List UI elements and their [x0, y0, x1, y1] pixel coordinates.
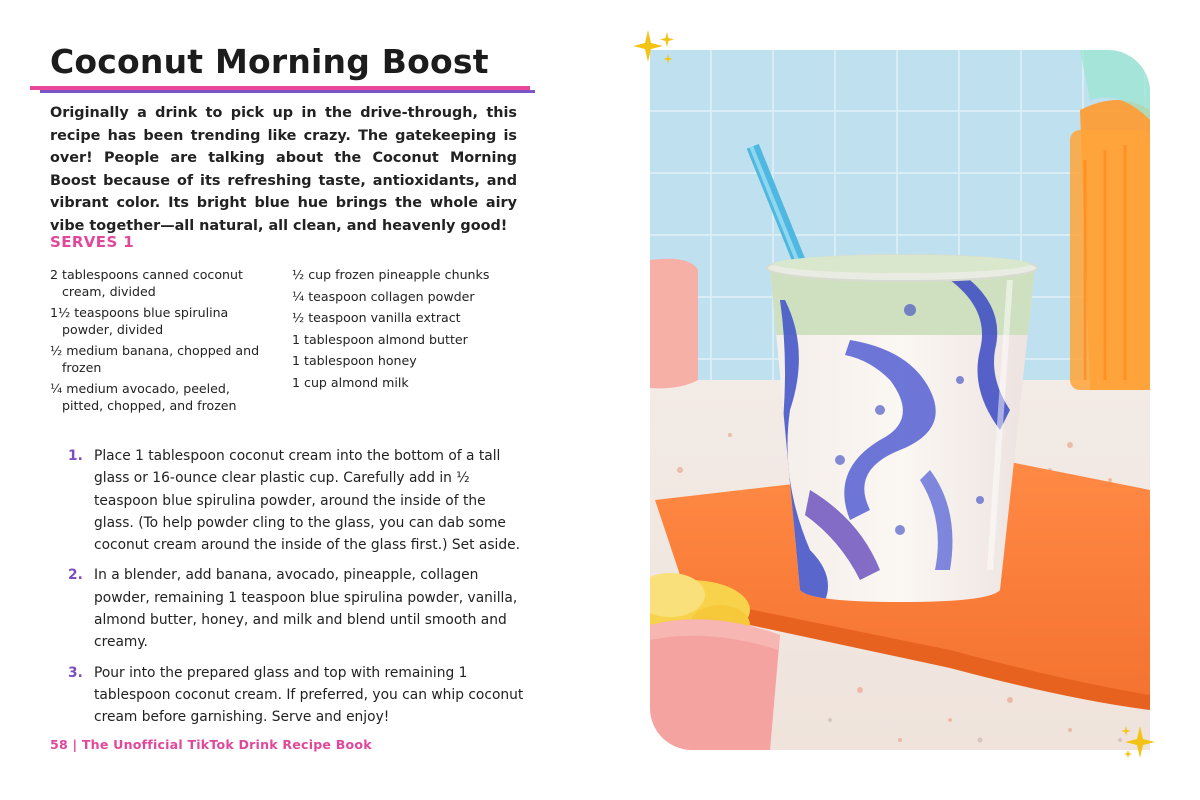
- instruction-step: [68, 445, 528, 556]
- ingredient-item: ½ teaspoon vanilla extract: [292, 310, 461, 325]
- ingredient-item: ½ cup frozen pineapple chunks: [292, 267, 490, 282]
- sparkle-icon: [1118, 722, 1164, 762]
- step-text: Place 1 tablespoon coconut cream into the bottom of a tall glass or 16-ounce clear plastic cup. Carefully add in ½ teaspoon blue spirulina powder, around the inside of the glass. (To help powder cling to the glass, you can dab some coconut cream around the inside of the glass first.) Set aside.: [94, 448, 520, 554]
- instruction-step: [68, 662, 528, 729]
- instruction-steps: [68, 445, 528, 737]
- ingredient-item: 1½ teaspoons blue spirulina powder, divided: [50, 305, 229, 337]
- ingredient-item: 1 tablespoon almond butter: [292, 331, 468, 347]
- ingredient-item: 2 tablespoons canned coconut cream, divided: [50, 267, 243, 299]
- step-text: In a blender, add banana, avocado, pineapple, collagen powder, remaining 1 teaspoon blue spirulina powder, vanilla, almond butter, honey, and milk and blend until smooth and creamy.: [94, 567, 518, 651]
- ingredient-list-right: [292, 267, 517, 396]
- ingredient-item: 1 cup almond milk: [292, 374, 409, 390]
- step-number: 3.: [68, 664, 83, 681]
- drink-photo-illustration: [650, 50, 1150, 750]
- intro-paragraph: Originally a drink to pick up in the drive-through, this recipe has been trending like crazy. The gatekeeping is over! People are talking about the Coconut Morning Boost because of its refreshing taste, antioxidants, and vibrant color. Its bright blue hue brings the whole airy vibe together—all natural, all clean, and heavenly good!: [50, 105, 517, 234]
- title-underline: [30, 86, 535, 93]
- ingredient-item: ½ medium banana, chopped and frozen: [50, 343, 260, 375]
- serves-heading: SERVES 1: [50, 233, 135, 251]
- drink-photo: [650, 50, 1150, 750]
- instruction-step: [68, 564, 528, 653]
- step-text: Pour into the prepared glass and top with remaining 1 tablespoon coconut cream. If preferred, you can whip coconut cream before garnishing. Serve and enjoy!: [94, 664, 524, 726]
- ingredient-item: 1 tablespoon honey: [292, 353, 417, 368]
- step-number: 2.: [68, 567, 83, 584]
- underline-purple-stripe: [40, 90, 535, 93]
- page-footer: 58 | The Unofficial TikTok Drink Recipe Book: [50, 737, 372, 752]
- sparkle-icon: [632, 28, 678, 68]
- ingredient-item: ¼ teaspoon collagen powder: [292, 288, 475, 304]
- page-title: Coconut Morning Boost: [50, 42, 489, 81]
- step-number: 1.: [68, 448, 83, 464]
- ingredient-list-left: [50, 267, 275, 419]
- ingredient-item: ¼ medium avocado, peeled, pitted, chopped, and frozen: [50, 381, 237, 413]
